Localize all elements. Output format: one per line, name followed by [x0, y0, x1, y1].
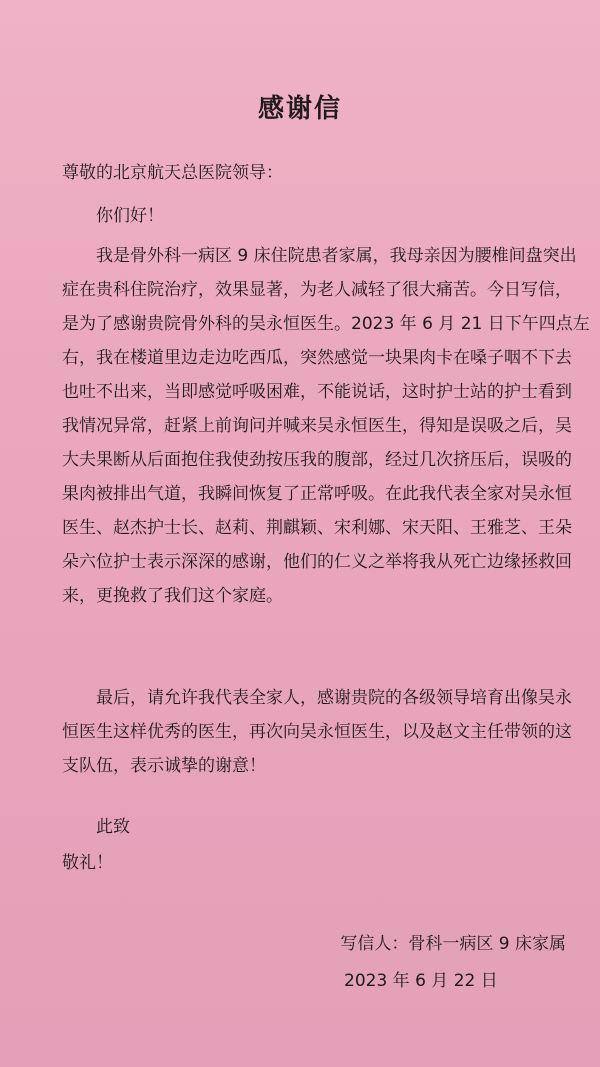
body-paragraph-1: [62, 239, 590, 613]
paragraph-line: 右，我在楼道里边走边吃西瓜，突然感觉一块果肉卡在嗓子咽不下去: [62, 348, 572, 368]
paragraph-line: 来，更挽救了我们这个家庭。: [62, 586, 283, 606]
paragraph-line: 果肉被排出气道，我瞬间恢复了正常呼吸。在此我代表全家对吴永恒: [62, 484, 572, 504]
letter-greeting: 你们好！: [96, 206, 164, 226]
paragraph-line: 是为了感谢贵院骨外科的吴永恒医生。2023 年 6 月 21 日下午四点左: [62, 314, 590, 334]
paragraph-line: 我情况异常，赶紧上前询问并喊来吴永恒医生，得知是误吸之后，吴: [62, 416, 572, 436]
paragraph-line: 恒医生这样优秀的医生，再次向吴永恒医生，以及赵文主任带领的这: [62, 722, 572, 742]
closing-phrase-2: 敬礼！: [62, 853, 113, 873]
paragraph-line: 症在贵科住院治疗，效果显著，为老人减轻了很大痛苦。今日写信，: [62, 280, 572, 300]
paragraph-line: 医生、赵杰护士长、赵莉、荆麒颖、宋利娜、宋天阳、王雅芝、王朵: [62, 518, 572, 538]
letter-title: 感谢信: [257, 94, 342, 124]
letter-salutation: 尊敬的北京航天总医院领导：: [62, 163, 283, 183]
paragraph-line: 也吐不出来，当即感觉呼吸困难，不能说话，这时护士站的护士看到: [62, 382, 572, 402]
paragraph-line: 支队伍，表示诚挚的谢意！: [62, 756, 266, 776]
letter-signature: 写信人：骨科一病区 9 床家属: [340, 934, 566, 954]
paragraph-line: 朵六位护士表示深深的感谢，他们的仁义之举将我从死亡边缘拯救回: [62, 552, 572, 572]
body-paragraph-2: [62, 681, 572, 783]
letter-date: 2023 年 6 月 22 日: [344, 971, 498, 991]
paragraph-line: 最后，请允许我代表全家人，感谢贵院的各级领导培育出像吴永: [96, 688, 572, 708]
closing-phrase-1: 此致: [96, 817, 130, 837]
paragraph-line: 我是骨外科一病区 9 床住院患者家属，我母亲因为腰椎间盘突出: [96, 246, 577, 266]
paragraph-line: 大夫果断从后面抱住我使劲按压我的腹部，经过几次挤压后，误吸的: [62, 450, 572, 470]
